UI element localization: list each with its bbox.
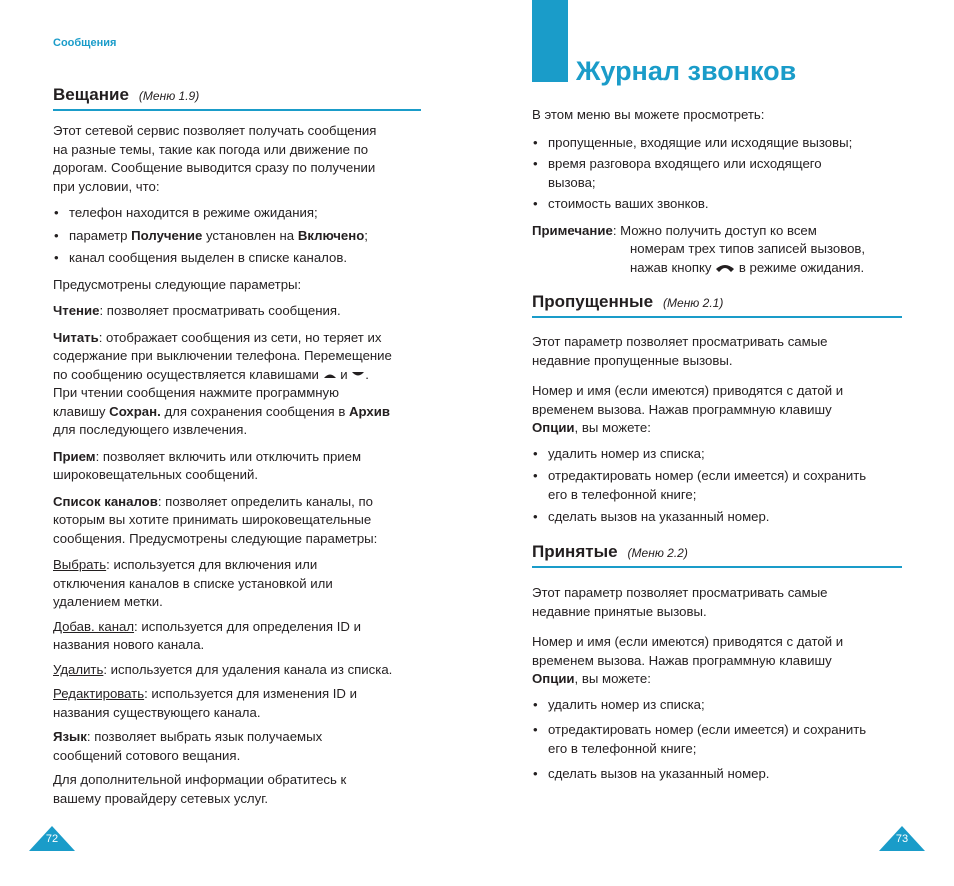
list-item: • время разговора входящего или исходящего вызова; bbox=[532, 155, 932, 192]
list-item: • стоимость ваших звонков. bbox=[532, 195, 932, 214]
option-delete: Удалить: используется для удаления канала из списка. bbox=[53, 661, 393, 677]
option-select: Выбрать: используется для включения или отключения каналов в списке установкой или удалением метки. bbox=[53, 557, 333, 609]
options-list bbox=[532, 696, 932, 784]
page-number-left: 72 bbox=[45, 833, 59, 845]
down-key-icon bbox=[351, 371, 365, 379]
paragraph: Этот параметр позволяет просматривать самые недавние пропущенные вызовы. bbox=[532, 334, 828, 368]
param-priem: Прием: позволяет включить или отключить прием широковещательных сообщений. bbox=[53, 448, 362, 482]
section-title: Принятые bbox=[532, 542, 618, 561]
param-read: Чтение: позволяет просматривать сообщения. bbox=[53, 303, 341, 318]
params-intro: Предусмотрены следующие параметры: bbox=[53, 276, 302, 292]
paragraph: Номер и имя (если имеются) приводятся с датой и временем вызова. Нажав программную клавишу Опции, вы можете: bbox=[532, 634, 844, 686]
up-key-icon bbox=[323, 371, 337, 379]
received-body bbox=[532, 584, 932, 784]
param-chitat: Читать: отображает сообщения из сети, но теряет их содержание при выключении телефона. Перемещение по сообщению осуществляется клавишами и . При чтении сообщения нажмите программную клавишу Сохран. для сохранения сообщения в Архив для последующего извлечения. bbox=[53, 329, 392, 437]
list-item: • удалить номер из списка; bbox=[532, 696, 932, 715]
option-add-channel: Добав. канал: используется для определения ID и названия нового канала. bbox=[53, 618, 361, 652]
section-heading-broadcast bbox=[53, 85, 199, 105]
list-item: • сделать вызов на указанный номер. bbox=[532, 765, 932, 784]
section-rule bbox=[53, 109, 421, 111]
section-title: Вещание bbox=[53, 85, 129, 104]
list-item: • параметр Получение установлен на Включено; bbox=[53, 227, 433, 246]
left-body bbox=[53, 122, 433, 808]
list-item: • удалить номер из списка; bbox=[532, 445, 932, 464]
chapter-title: Журнал звонков bbox=[576, 56, 797, 86]
list-item: • пропущенные, входящие или исходящие вызовы; bbox=[532, 134, 932, 153]
menu-ref: (Меню 1.9) bbox=[138, 89, 200, 103]
section-title: Пропущенные bbox=[532, 292, 654, 311]
missed-body bbox=[532, 333, 932, 527]
intro-text: В этом меню вы можете просмотреть: bbox=[532, 107, 765, 122]
section-heading-missed bbox=[532, 292, 723, 312]
chapter-bar bbox=[532, 0, 568, 82]
intro-paragraph: Этот сетевой сервис позволяет получать сообщения на разные темы, такие как погода или движение по дорогам. Сообщение выводится сразу по получении при условии, что: bbox=[53, 123, 377, 194]
running-header: Сообщения bbox=[53, 37, 117, 49]
list-item: • отредактировать номер (если имеется) и сохранить его в телефонной книге; bbox=[532, 721, 932, 758]
section-heading-received bbox=[532, 542, 688, 562]
final-note: Для дополнительной информации обратитесь к вашему провайдеру сетевых услуг. bbox=[53, 772, 347, 806]
section-rule bbox=[532, 566, 902, 568]
paragraph: Этот параметр позволяет просматривать самые недавние принятые вызовы. bbox=[532, 585, 828, 619]
section-rule bbox=[532, 316, 902, 318]
menu-ref: (Меню 2.1) bbox=[663, 296, 724, 310]
note-block: Примечание: Можно получить доступ ко всем номерам трех типов записей вызовов, нажав кнопку в режиме ожидания. bbox=[532, 222, 866, 275]
paragraph: Номер и имя (если имеются) приводятся с датой и временем вызова. Нажав программную клавишу Опции, вы можете: bbox=[532, 383, 844, 435]
page-number-right: 73 bbox=[895, 833, 909, 845]
option-edit: Редактировать: используется для изменения ID и названия существующего канала. bbox=[53, 686, 357, 720]
list-item: • сделать вызов на указанный номер. bbox=[532, 508, 932, 527]
right-intro bbox=[532, 106, 932, 277]
menu-ref: (Меню 2.2) bbox=[627, 546, 688, 560]
param-language: Язык: позволяет выбрать язык получаемых сообщений сотового вещания. bbox=[53, 729, 323, 763]
list-item: • телефон находится в режиме ожидания; bbox=[53, 204, 433, 223]
options-list bbox=[532, 445, 932, 527]
list-item: • канал сообщения выделен в списке каналов. bbox=[53, 249, 433, 268]
conditions-list bbox=[53, 204, 433, 268]
param-channel-list: Список каналов: позволяет определить каналы, по которым вы хотите принимать широковещательные сообщения. Предусмотрены следующие параметры: bbox=[53, 493, 378, 546]
view-list bbox=[532, 134, 932, 214]
list-item: • отредактировать номер (если имеется) и сохранить его в телефонной книге; bbox=[532, 467, 932, 504]
end-call-icon bbox=[715, 263, 735, 273]
